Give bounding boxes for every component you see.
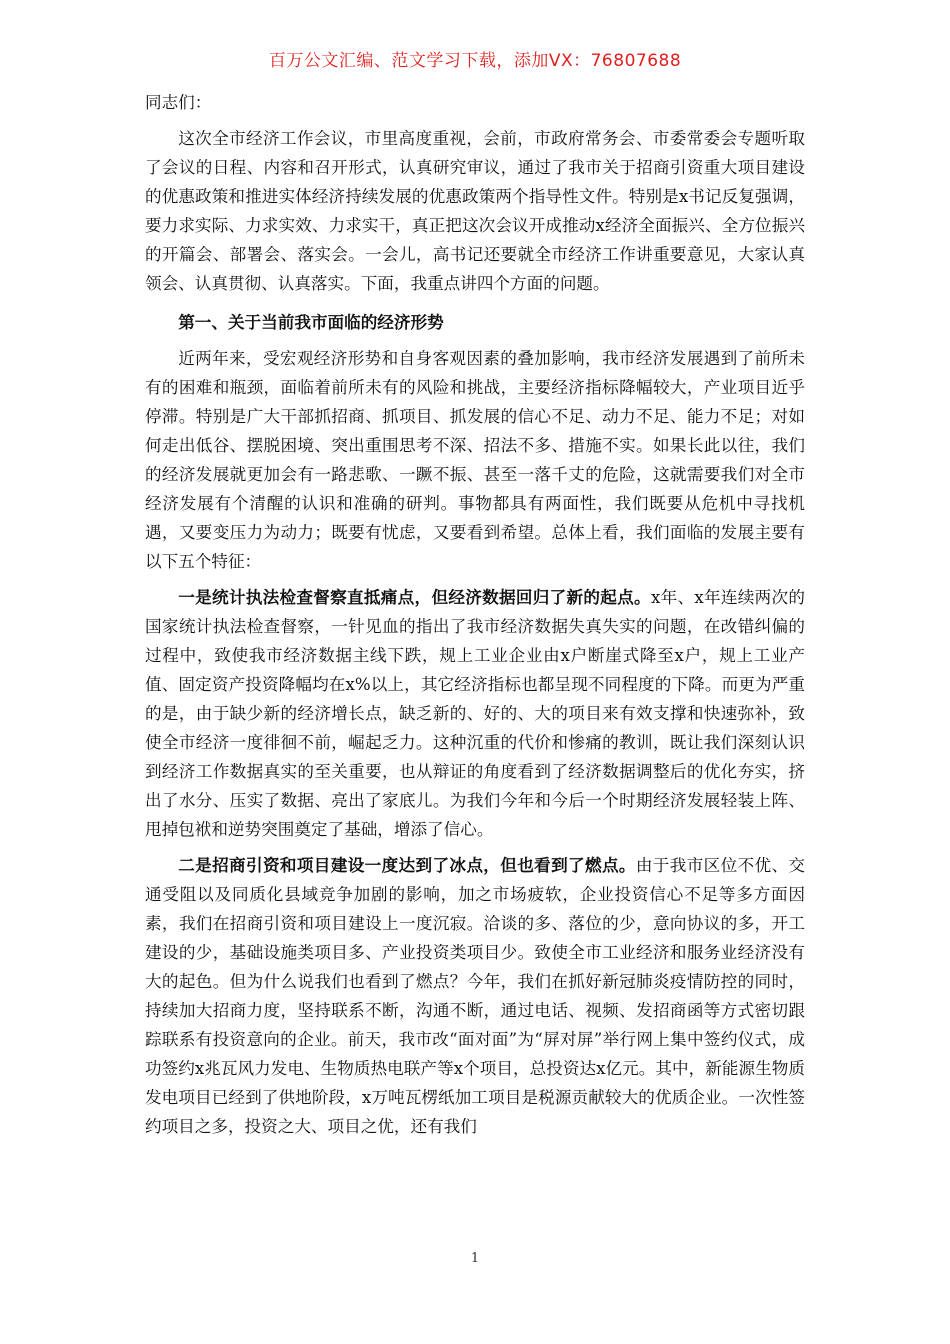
point-paragraph-1 xyxy=(145,583,805,844)
section-intro-paragraph: 近两年来，受宏观经济形势和自身客观因素的叠加影响，我市经济发展遇到了前所未有的困难和瓶颈，面临着前所未有的风险和挑战，主要经济指标降幅较大，产业项目近乎停滞。特别是广大干部抓招商、抓项目、抓发展的信心不足、动力不足、能力不足；对如何走出低谷、摆脱困境、突出重围思考不深、招法不多、措施不实。如果长此以往，我们的经济发展就更加会有一路悲歌、一蹶不振、甚至一落千丈的危险，这就需要我们对全市经济发展有个清醒的认识和准确的研判。事物都具有两面性，我们既要从危机中寻找机遇，又要变压力为动力；既要有忧虑，又要看到希望。总体上看，我们面临的发展主要有以下五个特征： xyxy=(145,349,805,571)
section-heading: 第一、关于当前我市面临的经济形势 xyxy=(178,312,444,332)
salutation: 同志们： xyxy=(145,93,212,112)
intro-paragraph: 这次全市经济工作会议，市里高度重视，会前，市政府常务会、市委常委会专题听取了会议的日程、内容和召开形式，认真研究审议，通过了我市关于招商引资重大项目建设的优惠政策和推进实体经济持续发展的优惠政策两个指导性文件。特别是x书记反复强调，要力求实际、力求实效、力求实干，真正把这次会议开成推动x经济全面振兴、全方位振兴的开篇会、部署会、落实会。一会儿，高书记还要就全市经济工作讲重要意见，大家认真领会、认真贯彻、认真落实。下面，我重点讲四个方面的问题。 xyxy=(145,129,805,293)
point-paragraph-2 xyxy=(145,851,805,1141)
watermark-banner: 百万公文汇编、范文学习下载，添加VX：76807688 xyxy=(268,51,682,71)
point-lead-1: 一是统计执法检查督察直抵痛点，但经济数据回归了新的起点。 xyxy=(178,587,651,607)
page-number: 1 xyxy=(470,1251,480,1266)
point-body-2: 由于我市区位不优、交通受阻以及同质化县域竞争加剧的影响，加之市场疲软，企业投资信心不足等多方面因素，我们在招商引资和项目建设上一度沉寂。洽谈的多、落位的少，意向协议的多，开工建设的少，基础设施类项目多、产业投资类项目少。致使全市工业经济和服务业经济没有大的起色。但为什么说我们也看到了燃点？今年，我们在抓好新冠肺炎疫情防控的同时，持续加大招商力度，坚持联系不断，沟通不断，通过电话、视频、发招商函等方式密切跟踪联系有投资意向的企业。前天，我市改“面对面”为“屏对屏”举行网上集中签约仪式，成功签约x兆瓦风力发电、生物质热电联产等x个项目，总投资达x亿元。其中，新能源生物质发电项目已经到了供地阶段，x万吨瓦楞纸加工项目是税源贡献较大的优质企业。一次性签约项目之多，投资之大、项目之优，还有我们 xyxy=(145,856,806,1136)
point-lead-2: 二是招商引资和项目建设一度达到了冰点，但也看到了燃点。 xyxy=(178,855,636,875)
point-body-1: x年、x年连续两次的国家统计执法检查督察，一针见血的指出了我市经济数据失真失实的问题，在改错纠偏的过程中，致使我市经济数据主线下跌，规上工业企业由x户断崖式降至x户，规上工业产值、固定资产投资降幅均在x%以上，其它经济指标也都呈现不同程度的下降。而更为严重的是，由于缺少新的经济增长点，缺乏新的、好的、大的项目来有效支撑和快速弥补，致使全市经济一度徘徊不前，崛起乏力。这种沉重的代价和惨痛的教训，既让我们深刻认识到经济工作数据真实的至关重要，也从辩证的角度看到了经济数据调整后的优化夯实，挤出了水分、压实了数据、亮出了家底儿。为我们今年和今后一个时期经济发展轻装上阵、甩掉包袱和逆势突围奠定了基础，增添了信心。 xyxy=(145,588,806,839)
document-body xyxy=(145,88,805,1141)
